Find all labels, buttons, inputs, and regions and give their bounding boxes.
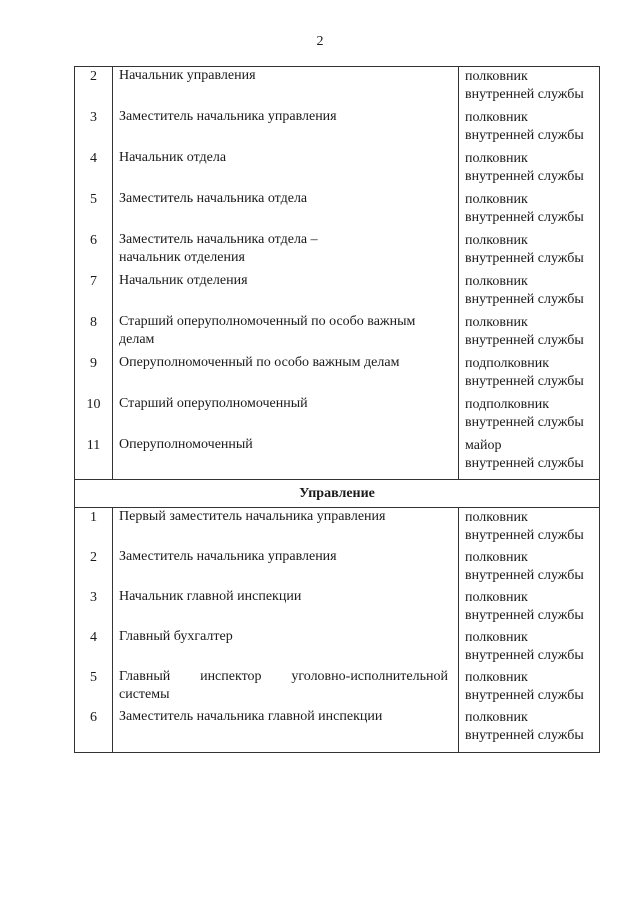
position-title bbox=[113, 272, 458, 313]
rank-title bbox=[458, 354, 599, 395]
position-title-line: Заместитель начальника отдела – bbox=[119, 232, 318, 247]
rank-title bbox=[458, 149, 599, 190]
rank-title bbox=[458, 231, 599, 272]
table-row bbox=[75, 668, 599, 708]
position-title-line: Старший оперуполномоченный по особо важным bbox=[119, 314, 416, 329]
position-title bbox=[113, 436, 458, 479]
rank-title bbox=[458, 436, 599, 479]
rank-title-line: внутренней службы bbox=[465, 456, 584, 471]
table-row bbox=[75, 628, 599, 668]
rank-title-line: внутренней службы bbox=[465, 568, 584, 583]
rank-title-line: полковник bbox=[465, 151, 528, 166]
rank-title-line: внутренней службы bbox=[465, 169, 584, 184]
table-row bbox=[75, 149, 599, 190]
rank-title-line: внутренней службы bbox=[465, 333, 584, 348]
rank-title-line: внутренней службы bbox=[465, 251, 584, 266]
table-row bbox=[75, 108, 599, 149]
position-title bbox=[113, 231, 458, 272]
position-title-line: Начальник отдела bbox=[119, 150, 227, 165]
row-number: 9 bbox=[75, 354, 113, 395]
rank-title bbox=[458, 548, 599, 588]
position-title bbox=[113, 354, 458, 395]
positions-table bbox=[74, 66, 600, 753]
rank-title-line: внутренней службы bbox=[465, 374, 584, 389]
position-title bbox=[113, 67, 458, 108]
position-title bbox=[113, 548, 458, 588]
rank-title-line: полковник bbox=[465, 192, 528, 207]
row-number: 6 bbox=[75, 231, 113, 272]
rank-title-line: внутренней службы bbox=[465, 528, 584, 543]
position-title bbox=[113, 108, 458, 149]
position-title-line: Начальник главной инспекции bbox=[119, 589, 302, 604]
row-number: 7 bbox=[75, 272, 113, 313]
table-row bbox=[75, 588, 599, 628]
rank-title-line: внутренней службы bbox=[465, 648, 584, 663]
position-title bbox=[113, 508, 458, 548]
position-title bbox=[113, 628, 458, 668]
position-title bbox=[113, 313, 458, 354]
rank-title-line: внутренней службы bbox=[465, 128, 584, 143]
rank-title-line: внутренней службы bbox=[465, 210, 584, 225]
rank-title-line: подполковник bbox=[465, 397, 549, 412]
position-title-line: Заместитель начальника управления bbox=[119, 549, 337, 564]
rank-title-line: полковник bbox=[465, 233, 528, 248]
row-number: 1 bbox=[75, 508, 113, 548]
position-title-line: Первый заместитель начальника управления bbox=[119, 509, 386, 524]
position-title bbox=[113, 588, 458, 628]
rank-title-line: внутренней службы bbox=[465, 415, 584, 430]
position-title bbox=[113, 149, 458, 190]
row-number: 5 bbox=[75, 668, 113, 708]
rank-title bbox=[458, 588, 599, 628]
position-title-line: Начальник отделения bbox=[119, 273, 248, 288]
table-row bbox=[75, 395, 599, 436]
rank-title-line: внутренней службы bbox=[465, 87, 584, 102]
position-title-line: Старший оперуполномоченный bbox=[119, 396, 308, 411]
rank-title-line: внутренней службы bbox=[465, 292, 584, 307]
position-title-line: Заместитель начальника управления bbox=[119, 109, 337, 124]
positions-section-continued bbox=[75, 67, 599, 479]
row-number: 5 bbox=[75, 190, 113, 231]
rank-title-line: полковник bbox=[465, 710, 528, 725]
rank-title bbox=[458, 313, 599, 354]
position-title-line: Оперуполномоченный bbox=[119, 437, 253, 452]
rank-title bbox=[458, 668, 599, 708]
rank-title bbox=[458, 67, 599, 108]
rank-title bbox=[458, 628, 599, 668]
table-row bbox=[75, 313, 599, 354]
position-title-line: Заместитель начальника отдела bbox=[119, 191, 308, 206]
table-row bbox=[75, 708, 599, 752]
row-number: 4 bbox=[75, 149, 113, 190]
rank-title-line: полковник bbox=[465, 510, 528, 525]
rank-title-line: внутренней службы bbox=[465, 608, 584, 623]
rank-title-line: полковник bbox=[465, 590, 528, 605]
rank-title-line: полковник bbox=[465, 315, 528, 330]
row-number: 8 bbox=[75, 313, 113, 354]
rank-title-line: полковник bbox=[465, 630, 528, 645]
row-number: 11 bbox=[75, 436, 113, 479]
position-title-line: системы bbox=[119, 687, 170, 702]
row-number: 4 bbox=[75, 628, 113, 668]
rank-title-line: внутренней службы bbox=[465, 728, 584, 743]
table-row bbox=[75, 190, 599, 231]
position-title bbox=[113, 395, 458, 436]
rank-title-line: полковник bbox=[465, 274, 528, 289]
position-title-line: начальник отделения bbox=[119, 250, 245, 265]
table-row bbox=[75, 354, 599, 395]
rank-title-line: полковник bbox=[465, 550, 528, 565]
position-title bbox=[113, 190, 458, 231]
rank-title-line: подполковник bbox=[465, 356, 549, 371]
table-row bbox=[75, 508, 599, 548]
rank-title bbox=[458, 395, 599, 436]
position-title-line: Главный инспектор уголовно-исполнительной bbox=[119, 669, 448, 684]
rank-title bbox=[458, 272, 599, 313]
rank-title-line: полковник bbox=[465, 110, 528, 125]
rank-title-line: внутренней службы bbox=[465, 688, 584, 703]
table-row bbox=[75, 67, 599, 108]
positions-section-upravlenie bbox=[75, 508, 599, 752]
rank-title-line: майор bbox=[465, 438, 502, 453]
row-number: 6 bbox=[75, 708, 113, 752]
page-number: 2 bbox=[316, 34, 324, 49]
table-row bbox=[75, 436, 599, 479]
rank-title bbox=[458, 108, 599, 149]
rank-title-line: полковник bbox=[465, 69, 528, 84]
position-title-line: Оперуполномоченный по особо важным делам bbox=[119, 355, 400, 370]
position-title bbox=[113, 668, 458, 708]
rank-title-line: полковник bbox=[465, 670, 528, 685]
rank-title bbox=[458, 708, 599, 752]
table-row bbox=[75, 272, 599, 313]
rank-title bbox=[458, 508, 599, 548]
position-title bbox=[113, 708, 458, 752]
position-title-line: Заместитель начальника главной инспекции bbox=[119, 709, 383, 724]
table-row bbox=[75, 231, 599, 272]
position-title-line: Главный бухгалтер bbox=[119, 629, 233, 644]
row-number: 10 bbox=[75, 395, 113, 436]
row-number: 2 bbox=[75, 548, 113, 588]
position-title-line: Начальник управления bbox=[119, 68, 256, 83]
row-number: 3 bbox=[75, 108, 113, 149]
row-number: 2 bbox=[75, 67, 113, 108]
position-title-line: делам bbox=[119, 332, 155, 347]
rank-title bbox=[458, 190, 599, 231]
row-number: 3 bbox=[75, 588, 113, 628]
table-row bbox=[75, 548, 599, 588]
section-header-upravlenie: Управление bbox=[75, 479, 599, 508]
